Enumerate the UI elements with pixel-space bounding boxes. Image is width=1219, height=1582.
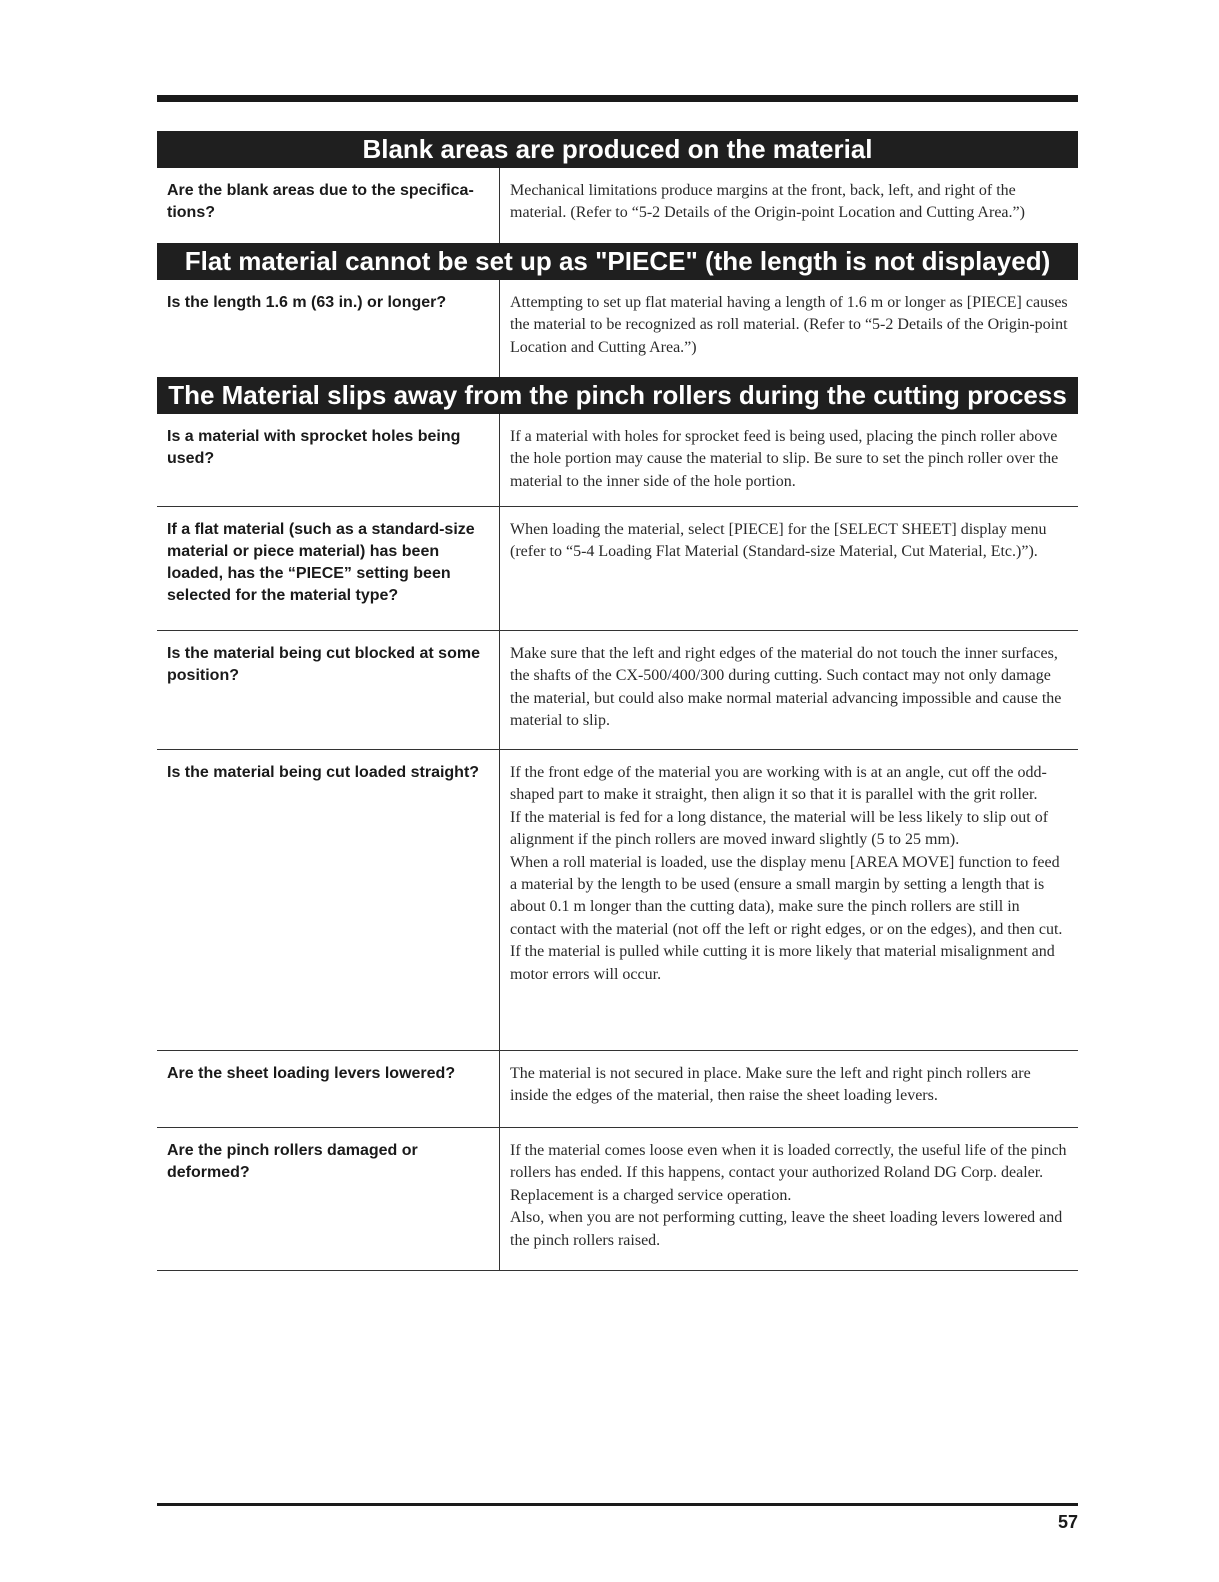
answer-paragraph: When loading the material, select [PIECE] for the [SELECT SHEET] display menu (refer to “5-4 Loading Flat Material (Standard-size Material, Cut Material, Etc.)”). <box>510 521 1047 561</box>
answer-paragraph: Make sure that the left and right edges of the material do not touch the inner surfaces, the shafts of the CX-500/400/300 during cutting. Such contact may not only damage the material, but could also make normal material advancing impossible and cause the material to slip. <box>510 645 1062 730</box>
table-row <box>157 414 1078 507</box>
question-cell: Are the pinch rollers damaged or deformed? <box>157 1128 500 1270</box>
top-rule <box>157 95 1078 102</box>
section-header-material-slips: The Material slips away from the pinch rollers during the cutting process <box>157 377 1078 414</box>
answer-paragraph: When a roll material is loaded, use the display menu [AREA MOVE] function to feed a material by the length to be used (ensure a small margin by setting a length that is about 0.1 m longer than the cutting data), make sure the pinch rollers are still in contact with the material (not off the left or right edges, or on the edges), and then cut. <box>510 853 1063 938</box>
question-cell: Is a material with sprocket holes being used? <box>157 414 500 506</box>
answer-paragraph: If the material is fed for a long distance, the material will be less likely to slip out of alignment if the pinch rollers are moved inward slightly (5 to 25 mm). <box>510 808 1049 849</box>
table-row <box>157 168 1078 243</box>
answer-cell <box>500 1051 1078 1127</box>
answer-cell <box>500 168 1078 243</box>
table-row <box>157 280 1078 377</box>
answer-cell <box>500 750 1078 1050</box>
section-header-flat-material: Flat material cannot be set up as "PIECE" (the length is not displayed) <box>157 243 1078 280</box>
table-row <box>157 631 1078 750</box>
troubleshooting-content <box>157 131 1078 1271</box>
table-row <box>157 750 1078 1051</box>
page-number: 57 <box>1057 1512 1078 1532</box>
answer-cell <box>500 507 1078 630</box>
answer-cell <box>500 414 1078 506</box>
answer-cell <box>500 631 1078 749</box>
answer-paragraph: If the material is pulled while cutting it is more likely that material misalignment and motor errors will occur. <box>510 943 1055 983</box>
answer-cell <box>500 280 1078 377</box>
bottom-rule <box>157 1503 1078 1506</box>
answer-paragraph: Mechanical limitations produce margins at the front, back, left, and right of the material. (Refer to “5-2 Details of the Origin-point Location and Cutting Area.”) <box>510 182 1025 222</box>
answer-paragraph: Also, when you are not performing cutting, leave the sheet loading levers lowered and the pinch rollers raised. <box>510 1209 1063 1249</box>
question-cell: Are the sheet loading levers lowered? <box>157 1051 500 1127</box>
question-cell: Is the length 1.6 m (63 in.) or longer? <box>157 280 500 377</box>
question-cell: If a flat material (such as a standard-size material or piece material) has been loaded, has the “PIECE” setting been selected for the material type? <box>157 507 500 630</box>
answer-paragraph: If the material comes loose even when it is loaded correctly, the useful life of the pinch rollers has ended. If this happens, contact your authorized Roland DG Corp. dealer. Replacement is a charged service operation. <box>510 1142 1067 1204</box>
answer-paragraph: Attempting to set up flat material having a length of 1.6 m or longer as [PIECE] causes the material to be recognized as roll material. (Refer to “5-2 Details of the Origin-point Location and Cutting Area.”) <box>510 294 1068 356</box>
question-cell: Are the blank areas due to the specifica-tions? <box>157 168 500 243</box>
table-row <box>157 1051 1078 1128</box>
answer-paragraph: If a material with holes for sprocket feed is being used, placing the pinch roller above the hole portion may cause the material to slip. Be sure to set the pinch roller over the material to the inner side of the hole portion. <box>510 428 1059 490</box>
question-cell: Is the material being cut blocked at some position? <box>157 631 500 749</box>
answer-paragraph: The material is not secured in place. Make sure the left and right pinch rollers are inside the edges of the material, then raise the sheet loading levers. <box>510 1065 1031 1105</box>
table-row <box>157 507 1078 631</box>
answer-cell <box>500 1128 1078 1270</box>
section-header-blank-areas: Blank areas are produced on the material <box>157 131 1078 168</box>
table-row <box>157 1128 1078 1271</box>
answer-paragraph: If the front edge of the material you are working with is at an angle, cut off the odd-shaped part to make it straight, then align it so that it is parallel with the grit roller. <box>510 764 1047 804</box>
question-cell: Is the material being cut loaded straight? <box>157 750 500 1050</box>
